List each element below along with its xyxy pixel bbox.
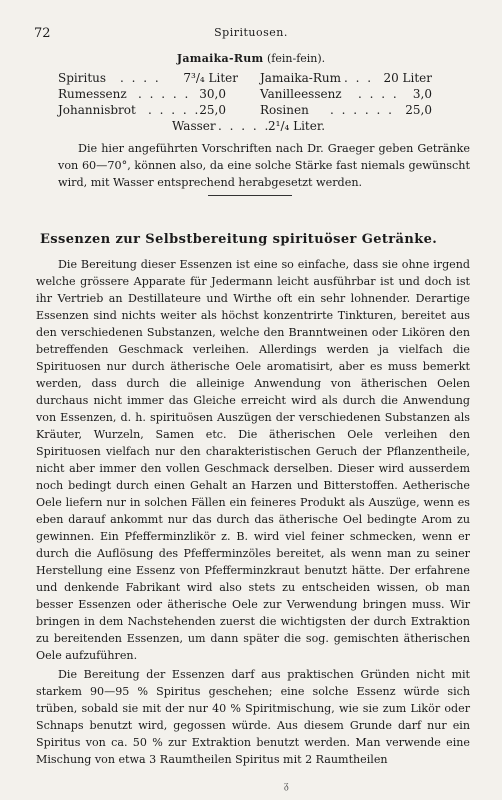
ingredient-value: 25,0	[405, 103, 432, 117]
running-title: Spirituosen.	[214, 26, 288, 39]
ingredient-name: Johannisbrot	[58, 103, 136, 117]
ingredient-name: Wasser	[172, 119, 216, 133]
ingredient-left-1: Spiritus . . . . 7³/₄ Liter	[58, 71, 238, 85]
ingredient-right-2: Vanilleessenz . . . . 3,0	[260, 87, 432, 101]
ingredient-name: Rosinen	[260, 103, 309, 117]
section-body	[36, 256, 470, 768]
footer-mark: ᵹ	[284, 780, 289, 791]
body-paragraph-1: Die Bereitung dieser Essenzen ist eine so einfache, dass sie ohne irgend welche grössere Apparate für Jedermann leicht ausführbar ist und doch ist ihr Vertrieb an Destillateure und Wirthe oft ein sehr lohnender. Derartige Essenzen sind nichts weiter als höchst konzentrirte Tinkturen, bereitet aus den verschiedenen Substanzen, welche den Branntweinen oder Likören den betreffenden Geschmack verleihen. Allerdings werden ja vielfach die Spirituosen nur durch ätherische Oele aromatisirt, aber es muss bemerkt werden, dass durch die alleinige Anwendung von ätherischen Oelen durchaus nicht immer das Gleiche erreicht wird als durch die Anwendung von Essenzen, d. h. spirituösen Auszügen der verschiedenen Substanzen als Kräuter, Wurzeln, Samen etc. Die ätherischen Oele verleihen den Spirituosen vielfach nur den charakteristischen Geruch der Pflanzentheile, nicht aber immer den vollen Geschmack derselben. Dieser wird ausserdem noch bedingt durch einen Gehalt an Harzen und Bitterstoffen. Aetherische Oele liefern nur in solchen Fällen ein feineres Produkt als Auszüge, wenn es eben darauf ankommt nur das durch das ätherische Oel bedingte Arom zu gewinnen. Ein Pfefferminzlikör z. B. wird viel feiner schmecken, wenn er durch die Auflösung des Pfefferminzöles bereitet, als wenn man zu seiner Herstellung eine Essenz von Pfefferminzkraut benutzt hätte. Der erfahrene und denkende Fabrikant wird also stets zu entscheiden wissen, ob man besser Essenzen oder ätherische Oele zur Verwendung bringen muss. Wir bringen in dem Nachstehenden zuerst die wichtigsten der durch Extraktion zu bereitenden Essenzen, um dann später die sog. gemischten ätherischen Oele aufzuführen.	[36, 258, 470, 662]
section-divider	[208, 195, 292, 196]
ingredient-value: 25,0	[199, 103, 226, 117]
ingredient-value: 30,0	[199, 87, 226, 101]
ingredient-name: Rumessenz	[58, 87, 127, 101]
ingredient-value: 20 Liter	[383, 71, 432, 85]
ingredient-value: 2¹/₄ Liter.	[268, 119, 326, 133]
ingredient-right-1: Jamaika-Rum . . . 20 Liter	[260, 71, 432, 85]
body-paragraph-2: Die Bereitung der Essenzen darf aus praktischen Gründen nicht mit starkem 90—95 % Spiritus geschehen; eine solche Essenz würde sich trüben, sobald sie mit der nur 40 % Spiritmischung, wie sie zum Likör oder Schnaps benutzt wird, gegossen würde. Aus diesem Grunde darf nur ein Spiritus von ca. 50 % zur Extraktion benutzt werden. Man verwende eine Mischung von etwa 3 Raumtheilen Spiritus mit 2 Raumtheilen	[36, 668, 470, 766]
recipe-title	[0, 52, 502, 65]
recipe-note	[58, 140, 470, 191]
ingredient-water: Wasser . . . . . 2¹/₄ Liter.	[172, 119, 352, 133]
recipe-title-sub: (fein-fein).	[267, 52, 326, 65]
ingredient-value: 3,0	[412, 87, 432, 101]
ingredient-name: Jamaika-Rum	[260, 71, 341, 85]
page-number: 72	[34, 26, 51, 41]
ingredient-value: 7³/₄ Liter	[183, 71, 238, 85]
recipe-title-main: Jamaika-Rum	[176, 52, 264, 65]
ingredient-name: Vanilleessenz	[260, 87, 342, 101]
ingredient-left-2: Rumessenz . . . . . 30,0	[58, 87, 226, 101]
section-heading: Essenzen zur Selbstbereitung spirituöser Getränke.	[40, 232, 438, 247]
ingredient-right-3: Rosinen . . . . . . 25,0	[260, 103, 432, 117]
note-paragraph: Die hier angeführten Vorschriften nach Dr. Graeger geben Getränke von 60—70°, können also, da eine solche Stärke fast niemals gewünscht wird, mit Wasser entsprechend herabgesetzt werden.	[58, 142, 470, 189]
ingredient-name: Spiritus	[58, 71, 107, 85]
ingredient-left-3: Johannisbrot . . . . . 25,0	[58, 103, 226, 117]
